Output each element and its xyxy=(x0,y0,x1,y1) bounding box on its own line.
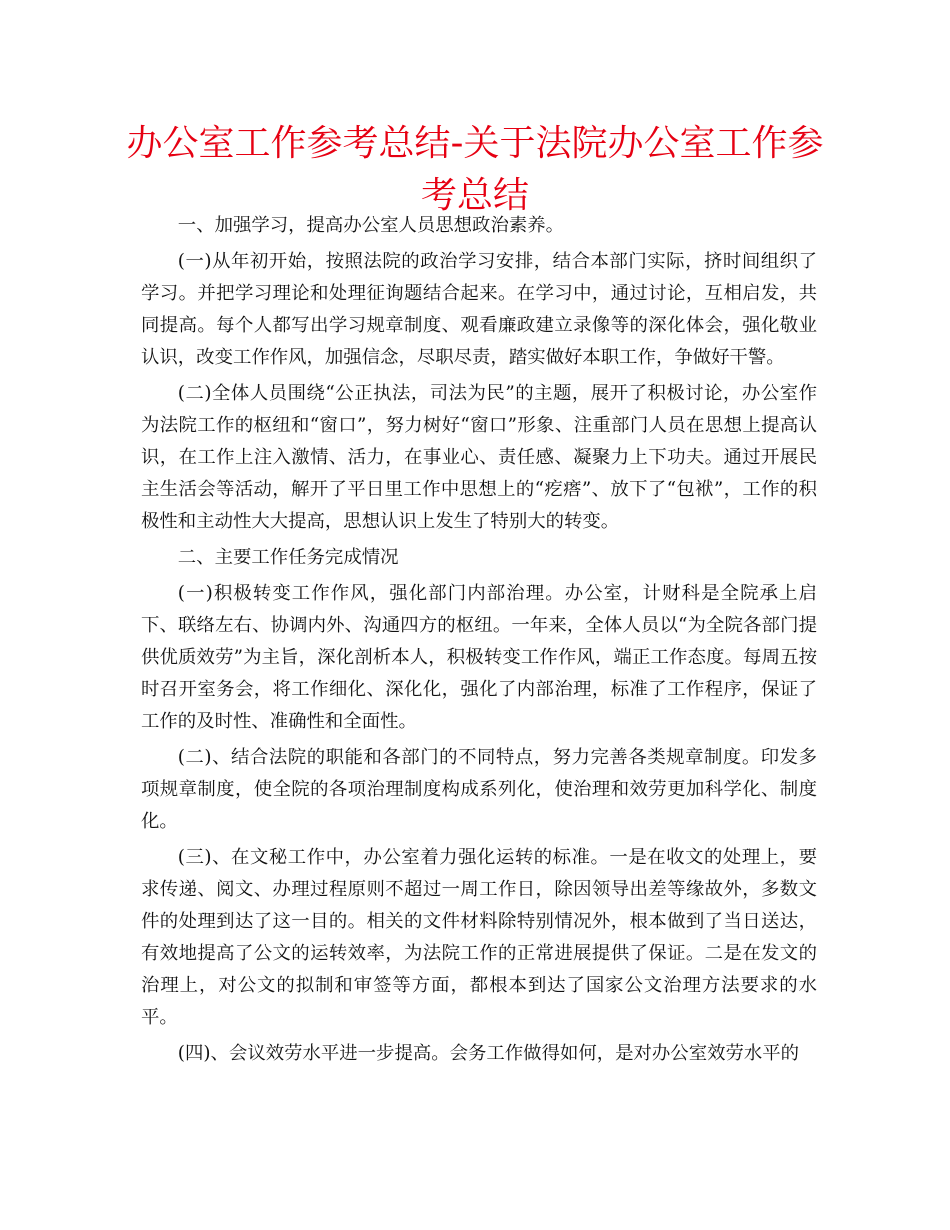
document-body xyxy=(141,210,817,1074)
paragraph-2-3: (三)、在文秘工作中，办公室着力强化运转的标准。一是在收文的处理上，要求传递、阅文、办理过程原则不超过一周工作日，除因领导出差等缘故外，多数文件的处理到达了这一目的。相关的文件材料除特别情况外，根本做到了当日送达，有效地提高了公文的运转效率，为法院工作的正常进展提供了保证。二是在发文的治理上，对公文的拟制和审签等方面，都根本到达了国家公文治理方法要求的水平。 xyxy=(141,847,817,1028)
paragraph-2-4: (四)、会议效劳水平进一步提高。会务工作做得如何，是对办公室效劳水平的 xyxy=(177,1043,800,1064)
paragraph-section-1-heading: 一、加强学习，提高办公室人员思想政治素养。 xyxy=(177,215,565,236)
paragraph-2-2: (二)、结合法院的职能和各部门的不同特点，努力完善各类规章制度。印发多项规章制度，使全院的各项治理制度构成系列化，使治理和效劳更加科学化、制度化。 xyxy=(141,747,817,832)
paragraph-1-1: (一)从年初开始，按照法院的政治学习安排，结合本部门实际，挤时间组织了学习。并把学习理论和处理征询题结合起来。在学习中，通过讨论，互相启发，共同提高。每个人都写出学习规章制度、观看廉政建立录像等的深化体会，强化敬业认识，改变工作作风，加强信念，尽职尽责，踏实做好本职工作，争做好干警。 xyxy=(141,251,817,368)
paragraph-section-2-heading: 二、主要工作任务完成情况 xyxy=(177,547,399,568)
document-title: 办公室工作参考总结-关于法院办公室工作参考总结 xyxy=(126,123,824,216)
paragraph-1-2: (二)全体人员围绕“公正执法，司法为民”的主题，展开了积极讨论，办公室作为法院工作的枢纽和“窗口”，努力树好“窗口”形象、注重部门人员在思想上提高认识，在工作上注入激情、活力，在事业心、责任感、凝聚力上下功夫。通过开展民主生活会等活动，解开了平日里工作中思想上的“疙瘩”、放下了“包袱”，工作的积极性和主动性大大提高，思想认识上发生了特别大的转变。 xyxy=(141,383,817,532)
paragraph-2-1: (一)积极转变工作作风，强化部门内部治理。办公室，计财科是全院承上启下、联络左右、协调内外、沟通四方的枢纽。一年来，全体人员以“为全院各部门提供优质效劳”为主旨，深化剖析本人，积极转变工作作风，端正工作态度。每周五按时召开室务会，将工作细化、深化化，强化了内部治理，标准了工作程序，保证了工作的及时性、准确性和全面性。 xyxy=(141,583,817,732)
